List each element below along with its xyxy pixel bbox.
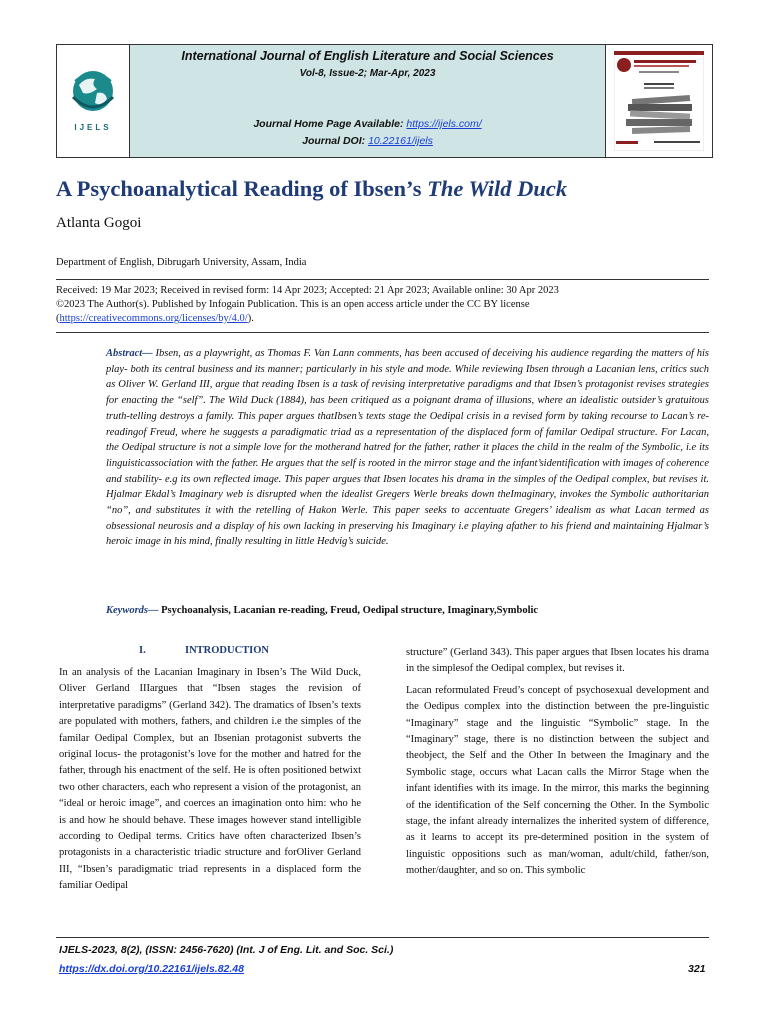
doi-link[interactable]: 10.22161/ijels (368, 135, 433, 147)
logo-text: IJELS (74, 123, 112, 132)
journal-banner (56, 44, 713, 158)
journal-name: International Journal of English Literature and Social Sciences (181, 49, 554, 63)
page-number: 321 (688, 963, 706, 975)
intro-paragraph-1: In an analysis of the Lacanian Imaginary in Ibsen’s The Wild Duck, Oliver Gerland IIIargues that “Ibsen stages the revision of interpretative paradigms” (Gerland 342). The dramatics of Ibsen’s texts are populated with mothers, fathers, and children i.e the simples of the familar Oedipal Complex, but an Ibsenian protagonist subverts the original locus- the protagonist’s love for the mother and hatred for the father, through his enactment of the self. He is often positioned betwixt two other characters, each who represent a vision of the protagonist, an “ideal or heroic image”, and coerces an imagination onto him: who he is and how he should behave. These images however stand intelligible according to Oedipal terms. Critics have often characterized Ibsen’s protagonists in a characteristic triadic structure and forOliver Gerland III, “Ibsen’s paradigmatic triad represents in a displaced form the familiar Oedipal (59, 667, 361, 892)
license-close: ). (247, 313, 254, 324)
home-page-label: Journal Home Page Available: (253, 118, 407, 130)
doi-line (130, 135, 605, 147)
keywords-text: Psychoanalysis, Lacanian re-reading, Freud, Oedipal structure, Imaginary,Symbolic (158, 605, 539, 616)
article-dates: Received: 19 Mar 2023; Received in revised form: 14 Apr 2023; Accepted: 21 Apr 2023; Available online: 30 Apr 2023 (56, 285, 559, 296)
license-open: ( (56, 313, 60, 324)
doi-label: Journal DOI: (302, 135, 369, 147)
abstract-text: Ibsen, as a playwright, as Thomas F. Van Lann comments, has been accused of deceiving his audience regarding the matters of his play- both its central business and its manner; particularly in his style and mode. While reviewing Ibsen through a Lacanian lens, critics such as Oliver W. Gerland III, argue that reading Ibsen is a task of revising interpretative paradigms and that Ibsen’s protagonist revises strategies for enacting the “self”. The Wild Duck (1884), has been critiqued as a poignant drama of illusions, where an idealistic outsider’s gratuitous truth-telling destroys a family. This paper argues thatIbsen’s texts stage the Oedipal crisis in a revised form by taking recourse to Lacan’s re-readingof Freud, where he suggests a paradigmatic triad as a representation of the displaced form of familar Oedipal structure. For Lacan, the Oedipal structure is not a simple love for the motherand hatred for the father, rather it places the child in the realm of the Symbolic, i.e its linguisticassociation with the father. He argues that the self is rooted in the mirror stage and the infant’sidentification with images of coherence and stability- e.g its own reflected image. This paper argues that Ibsen locates his drama in the simples of the Oedipal complex, but revises it. Hjalmar Ekdal’s Imaginary web is disrupted when the idealist Gregers Werle breaks down theImaginary, invokes the Symbolic authoritarian “no”, and substitutes it with the retelling of Hakon Werle. This paper seeks to accentuate Gregers’ idealism as what Lacan termed as obsessional neurosis and a display of his own lacking in preserving his Imaginary i.e playing afather to his friend and maintaining Hjalmar’s heroic image in his mind, finally resulting in little Hedvig’s suicide. (106, 348, 709, 548)
footer-doi-link[interactable]: https://dx.doi.org/10.22161/ijels.82.48 (59, 963, 244, 975)
footer-citation: IJELS-2023, 8(2), (ISSN: 2456-7620) (Int. J of Eng. Lit. and Soc. Sci.) (59, 944, 394, 956)
title-main: A Psychoanalytical Reading of Ibsen’s (56, 176, 428, 201)
globe-logo-icon (69, 67, 117, 119)
keywords-label: Keywords— (106, 605, 159, 616)
intro-paragraph-3: Lacan reformulated Freud’s concept of psychosexual development and the Oedipus complex into the distinction between the pre-linguistic “Imaginary” stage and the linguistic “Symbolic” stage. In the “Imaginary” stage, there is no distinction between the subject and theobject, the Self and the Other In between the Imaginary and the Symbolic stage, occurs what Lacan calls the Mirror Stage when the infant identifies with its image. In the mirror, this marks the beginning of the identification of the Self concerning the Other. In the Symbolic stage, the infant already internalizes the inherited system of difference, as it learns to accept its pre-determined position in the system of linguistic oppositions such as man/woman, adult/child, father/son, mother/daughter, and so on. This symbolic (406, 684, 709, 877)
home-page-line (130, 118, 605, 130)
article-history (56, 284, 716, 326)
abstract-label: Abstract— (106, 348, 153, 359)
author-name: Atlanta Gogoi (56, 215, 142, 231)
divider-bottom (56, 332, 709, 333)
right-column (406, 645, 709, 885)
section-title: INTRODUCTION (185, 645, 270, 656)
left-column (59, 665, 361, 900)
intro-paragraph-2: structure” (Gerland 343). This paper argues that Ibsen locates his drama in the simplesof the Oedipal complex, but revises it. (406, 647, 709, 675)
author-affiliation: Department of English, Dibrugarh University, Assam, India (56, 257, 307, 268)
journal-logo (57, 45, 130, 157)
keywords (106, 605, 538, 616)
journal-info (130, 45, 605, 157)
license-link[interactable]: https://creativecommons.org/licenses/by/4.0/ (59, 313, 248, 324)
article-title (56, 176, 567, 202)
volume-issue: Vol-8, Issue-2; Mar-Apr, 2023 (299, 68, 436, 79)
journal-cover (605, 45, 712, 157)
home-page-link[interactable]: https://ijels.com/ (406, 118, 482, 130)
copyright-line: ©2023 The Author(s). Published by Infogain Publication. This is an open access article under the CC BY license (56, 299, 530, 310)
section-number: I. (139, 645, 146, 656)
journal-cover-image (614, 51, 704, 151)
divider-top (56, 279, 709, 280)
license-line (56, 312, 716, 326)
footer-divider (56, 937, 709, 938)
abstract (106, 346, 709, 550)
title-italic: The Wild Duck (427, 176, 568, 201)
